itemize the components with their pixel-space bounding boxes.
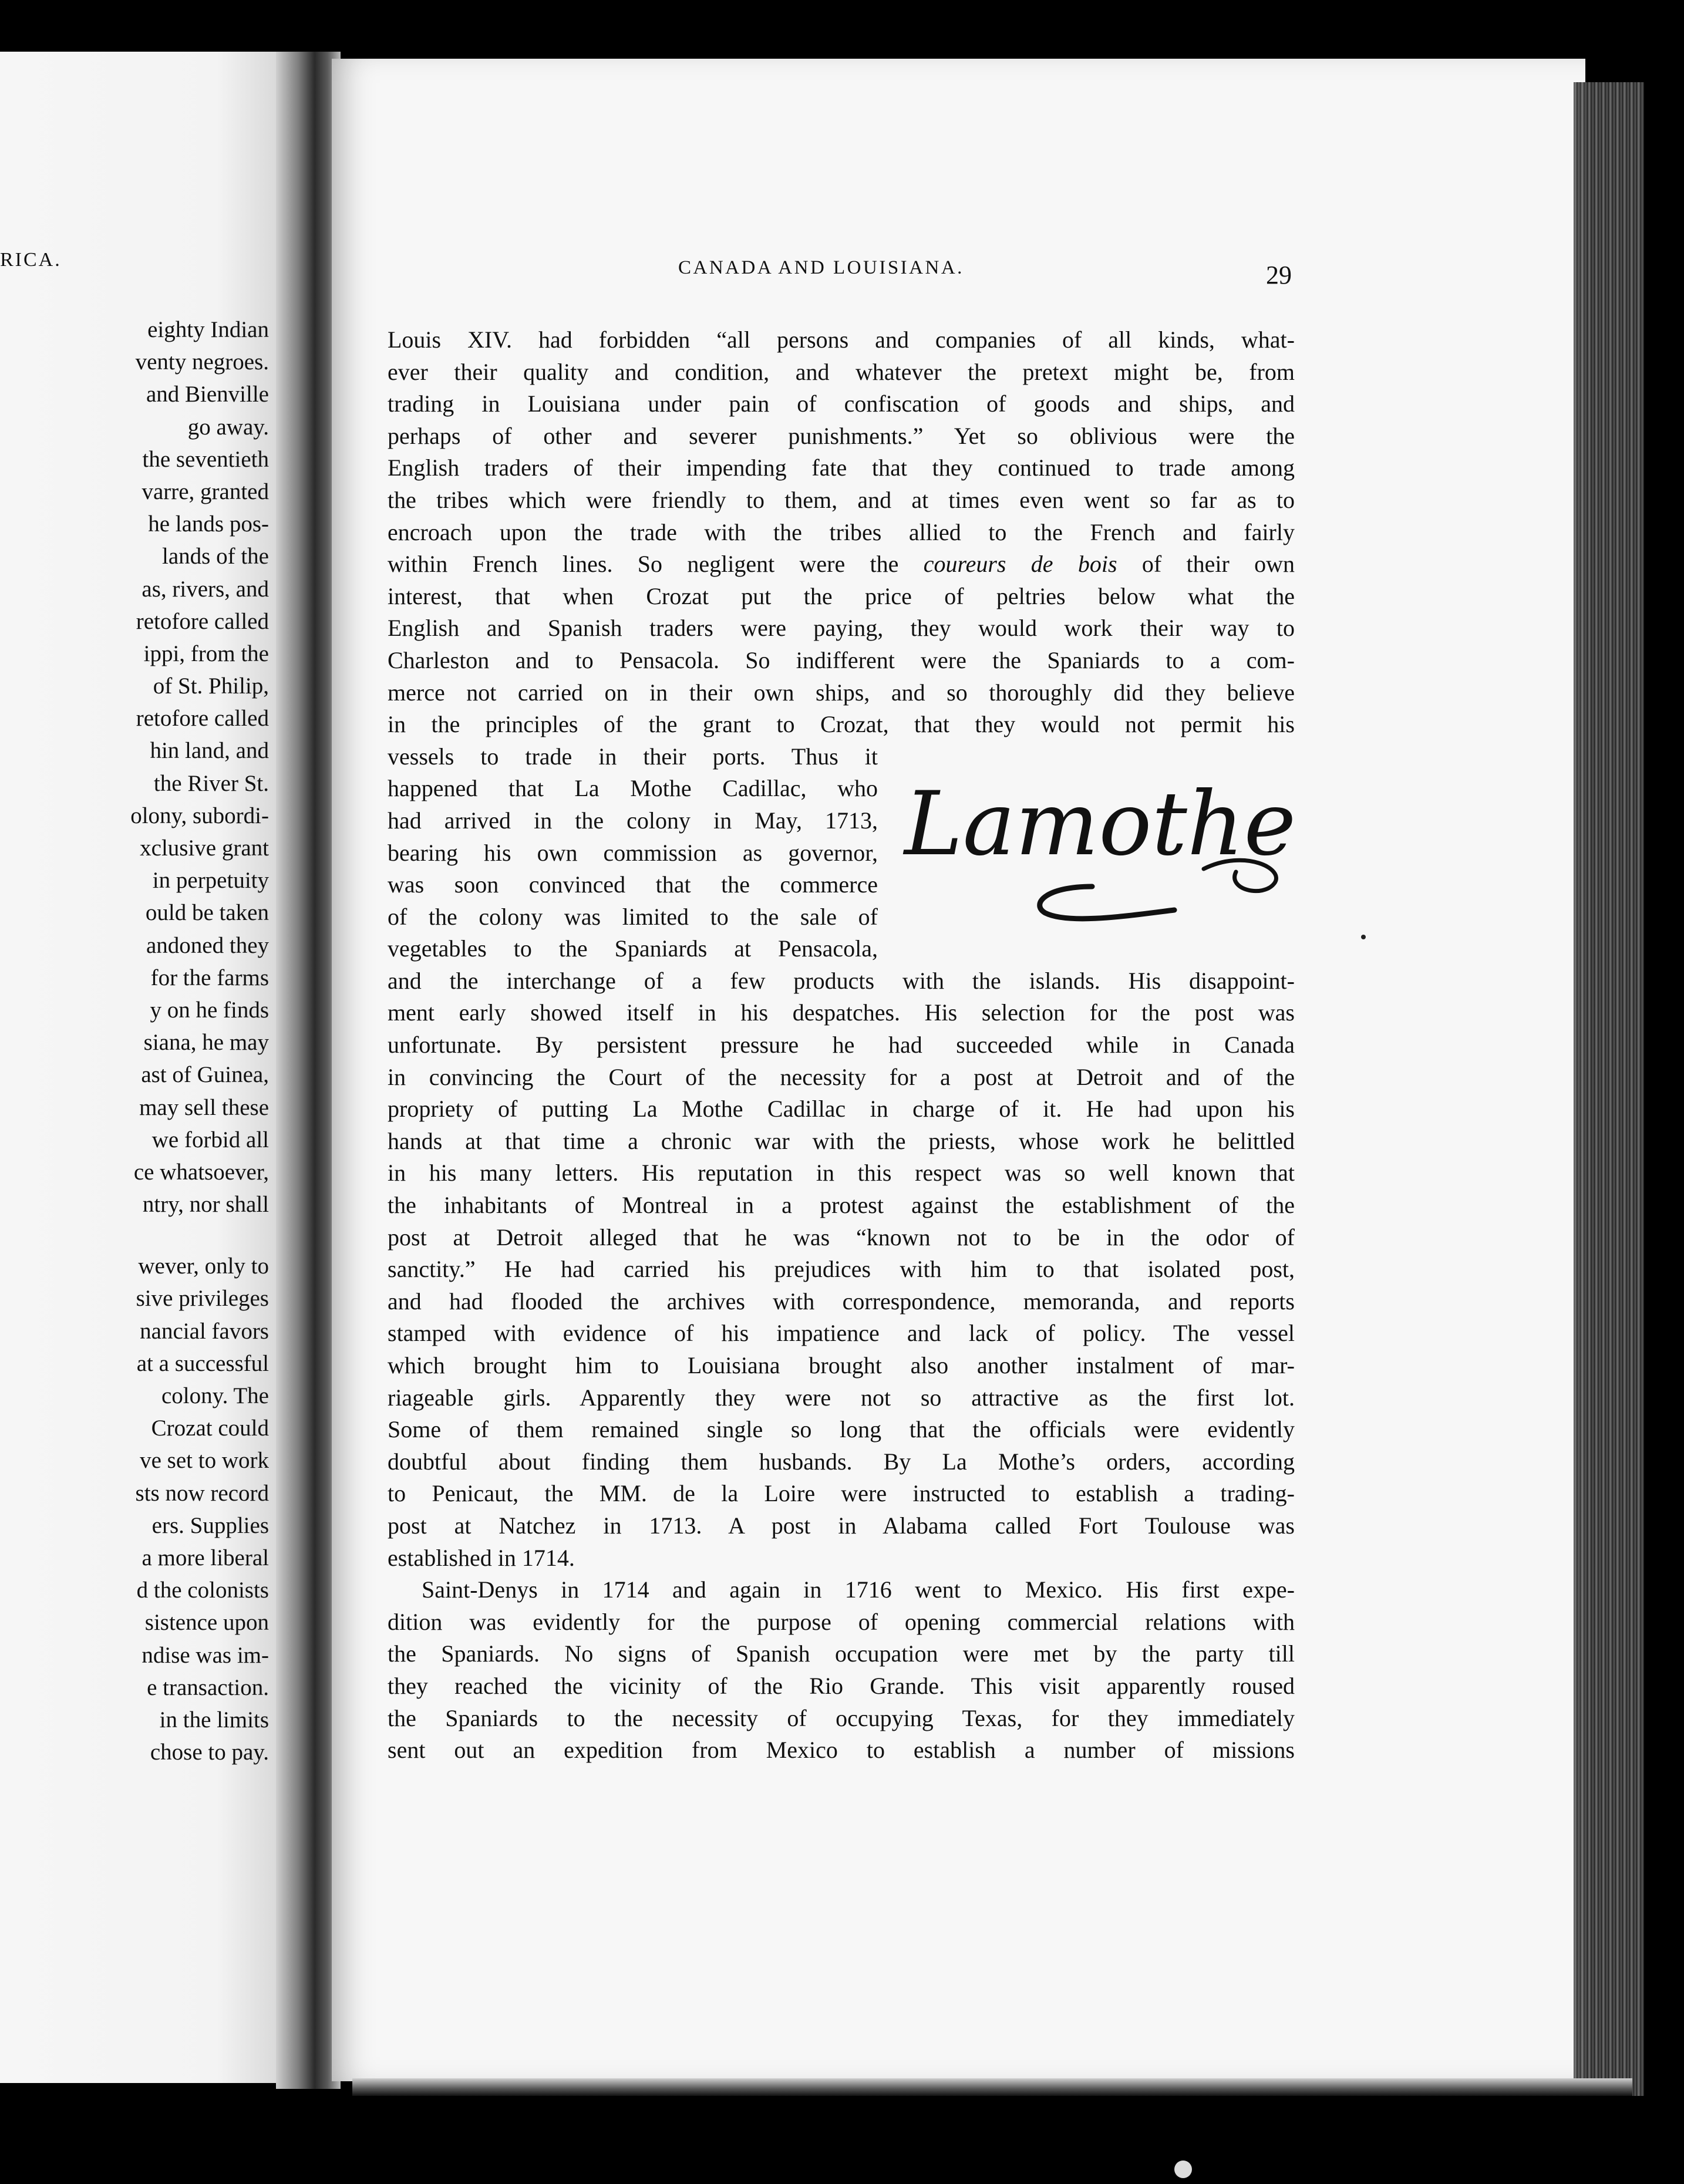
text-line: perhaps of other and severer punishments.” Yet so oblivious were the: [388, 422, 1295, 449]
left-page-line: e transaction.: [147, 1674, 269, 1700]
left-page-line: ndise was im-: [142, 1642, 269, 1668]
page-edge: [1574, 82, 1644, 2096]
left-page-line: he lands pos-: [148, 511, 269, 537]
text-line: the inhabitants of Montreal in a protest against the establishment of the: [388, 1192, 1295, 1219]
text-line: interest, that when Crozat put the price of peltries below what the: [388, 582, 1295, 609]
text-line: which brought him to Louisiana brought also another instalment of mar-: [388, 1352, 1295, 1379]
text-line: merce not carried on in their own ships, and so thoroughly did they believe: [388, 679, 1295, 706]
left-page-line: in the limits: [159, 1707, 269, 1733]
left-page-line: venty negroes.: [135, 349, 269, 375]
text-line: English traders of their impending fate that they continued to trade among: [388, 454, 1295, 481]
text-line: of the colony was limited to the sale of: [388, 903, 878, 930]
left-page-line: lands of the: [162, 544, 269, 569]
left-page-line: siana, he may: [143, 1030, 269, 1056]
text-line: unfortunate. By persistent pressure he had succeeded while in Canada: [388, 1032, 1295, 1059]
left-page-line: ce whatsoever,: [133, 1159, 269, 1185]
text-line: in convincing the Court of the necessity for a post at Detroit and of the: [388, 1063, 1295, 1090]
left-page-line: we forbid all: [151, 1127, 269, 1152]
text-line: sent out an expedition from Mexico to establish a number of missions: [388, 1737, 1295, 1764]
left-page-line: Crozat could: [151, 1415, 269, 1441]
text-line: Some of them remained single so long that the officials were evidently: [388, 1416, 1295, 1443]
left-page-line: the seventieth: [142, 446, 269, 472]
text-line: in his many letters. His reputation in this respect was so well known that: [388, 1160, 1295, 1187]
text-line: they reached the vicinity of the Rio Grande. This visit apparently roused: [388, 1672, 1295, 1699]
left-page-line: y on he finds: [150, 997, 269, 1023]
text-line: vegetables to the Spaniards at Pensacola,: [388, 935, 878, 962]
left-page-line: may sell these: [139, 1094, 269, 1120]
left-page: [0, 52, 311, 2083]
text-line: the Spaniards to the necessity of occupying Texas, for they immediately: [388, 1704, 1295, 1731]
left-page-line: and Bienville: [146, 382, 269, 407]
text-line: established in 1714.: [388, 1544, 575, 1571]
text-line: was soon convinced that the commerce: [388, 871, 878, 898]
text-line: Louis XIV. had forbidden “all persons and companies of all kinds, what-: [388, 326, 1295, 353]
page-speck: [1361, 935, 1366, 939]
text-line: bearing his own commission as governor,: [388, 839, 878, 866]
text-line: happened that La Mothe Cadillac, who: [388, 775, 878, 802]
paragraph-top: [388, 324, 1295, 741]
text-line: encroach upon the trade with the tribes allied to the French and fairly: [388, 518, 1295, 545]
left-page-line: colony. The: [161, 1383, 269, 1408]
text-line: hands at that time a chronic war with the priests, whose work he belittled: [388, 1127, 1295, 1154]
left-page-line: varre, granted: [142, 478, 269, 504]
left-page-line: a more liberal: [142, 1545, 269, 1570]
left-page-line: retofore called: [136, 608, 269, 634]
book-gutter: [276, 52, 341, 2089]
text-line: stamped with evidence of his impatience and lack of policy. The vessel: [388, 1320, 1295, 1347]
left-page-line: the River St.: [153, 770, 269, 796]
text-line: the Spaniards. No signs of Spanish occupation were met by the party till: [388, 1640, 1295, 1667]
text-line: the tribes which were friendly to them, and at times even went so far as to: [388, 486, 1295, 513]
left-page-line: in perpetuity: [152, 868, 269, 894]
left-page-line: d the colonists: [136, 1578, 269, 1603]
left-page-line: ers. Supplies: [151, 1512, 269, 1538]
text-line: post at Natchez in 1713. A post in Alabama called Fort Toulouse was: [388, 1512, 1295, 1539]
text-line: Saint-Denys in 1714 and again in 1716 went to Mexico. His first expe-: [422, 1576, 1295, 1603]
text-line: ment early showed itself in his despatches. His selection for the post was: [388, 999, 1295, 1026]
text-line: Charleston and to Pensacola. So indifferent were the Spaniards to a com-: [388, 646, 1295, 673]
left-running-head: RICA.: [0, 249, 62, 271]
page-speck: [1174, 2161, 1192, 2178]
text-line: dition was evidently for the purpose of opening commercial relations with: [388, 1608, 1295, 1635]
left-page-line: eighty Indian: [147, 317, 269, 342]
body-text: [388, 324, 1295, 1767]
left-page-line: retofore called: [136, 706, 269, 732]
paragraph-bottom: [388, 1574, 1295, 1767]
left-page-text: [0, 314, 269, 1768]
left-page-line: go away.: [187, 414, 269, 440]
left-page-line: ippi, from the: [143, 641, 269, 666]
text-line: trading in Louisiana under pain of confiscation of goods and ships, and: [388, 390, 1295, 417]
text-line: English and Spanish traders were paying, they would work their way to: [388, 615, 1295, 642]
text-line: in the principles of the grant to Crozat, that they would not permit his: [388, 711, 1295, 738]
running-head: CANADA AND LOUISIANA.: [678, 257, 964, 278]
text-line: post at Detroit alleged that he was “known not to be in the odor of: [388, 1224, 1295, 1251]
text-line: and the interchange of a few products with the islands. His disappoint-: [388, 967, 1295, 994]
text-line: riageable girls. Apparently they were not so attractive as the first lot.: [388, 1384, 1295, 1411]
text-line: propriety of putting La Mothe Cadillac in charge of it. He had upon his: [388, 1096, 1295, 1123]
left-page-line: of St. Philip,: [153, 673, 269, 699]
left-page-line: sive privileges: [136, 1286, 269, 1312]
left-page-line: hin land, and: [150, 738, 269, 764]
left-page-line: [0, 1221, 269, 1250]
text-line: within French lines. So negligent were the coureurs de bois of their own: [388, 551, 1295, 578]
text-line: ever their quality and condition, and whatever the pretext might be, from: [388, 358, 1295, 385]
signature-script: Lamothe: [904, 773, 1296, 875]
left-page-line: olony, subordi-: [130, 803, 269, 828]
page-bottom-edge: [352, 2078, 1632, 2096]
left-page-line: wever, only to: [138, 1253, 269, 1279]
left-page-line: ast of Guinea,: [141, 1062, 269, 1088]
text-line: had arrived in the colony in May, 1713,: [388, 807, 878, 834]
left-page-line: at a successful: [136, 1350, 269, 1376]
left-page-line: sts now record: [135, 1480, 269, 1506]
page-number: 29: [1266, 261, 1292, 289]
text-line: sanctity.” He had carried his prejudices with him to that isolated post,: [388, 1256, 1295, 1283]
paragraph-mid: [388, 965, 1295, 1574]
left-page-line: chose to pay.: [150, 1740, 269, 1765]
text-line: and had flooded the archives with correspondence, memoranda, and reports: [388, 1288, 1295, 1315]
left-page-line: ve set to work: [140, 1448, 269, 1474]
left-page-line: ould be taken: [145, 900, 269, 926]
left-page-line: as, rivers, and: [142, 576, 269, 602]
left-page-line: sistence upon: [144, 1610, 269, 1636]
text-line: vessels to trade in their ports. Thus it: [388, 743, 878, 770]
left-page-line: xclusive grant: [140, 835, 269, 861]
left-page-line: nancial favors: [140, 1318, 269, 1344]
text-line: doubtful about finding them husbands. By La Mothe’s orders, according: [388, 1448, 1295, 1475]
left-page-line: ntry, nor shall: [142, 1192, 269, 1218]
left-page-line: andoned they: [146, 932, 269, 958]
text-line: to Penicaut, the MM. de la Loire were instructed to establish a trading-: [388, 1480, 1295, 1507]
left-page-line: for the farms: [150, 965, 269, 990]
signature-lamothe: [898, 766, 1304, 942]
